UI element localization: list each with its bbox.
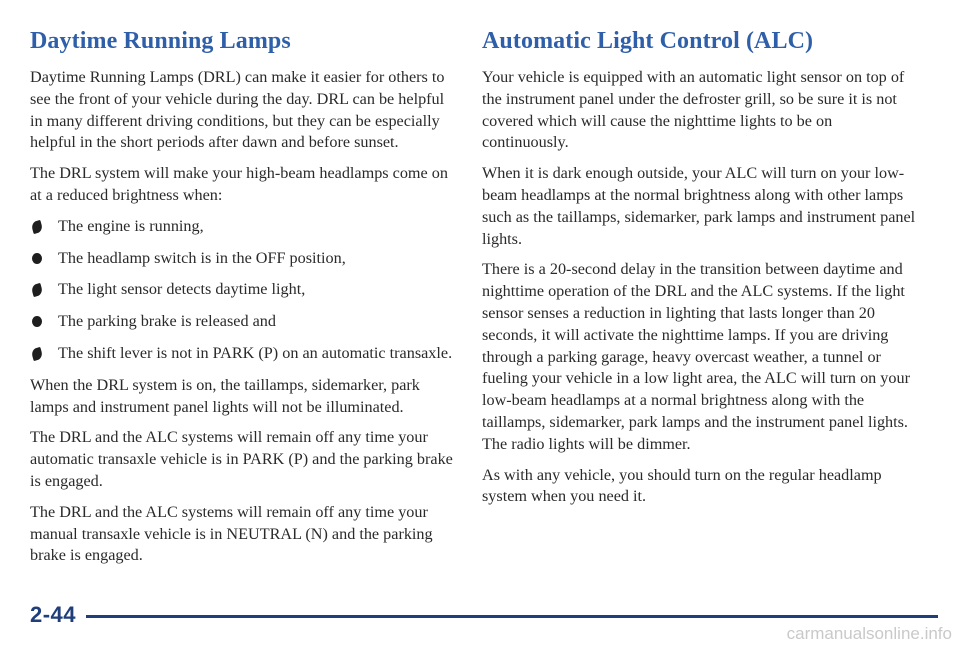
footer-rule xyxy=(86,615,938,618)
page-number: 2-44 xyxy=(30,602,77,627)
drl-manual-paragraph: The DRL and the ALC systems will remain off any time your manual transaxle vehicle is in NEUTRAL (N) and the parking brake is engaged. xyxy=(30,502,433,565)
drl-intro-paragraph: Daytime Running Lamps (DRL) can make it easier for others to see the front of your vehicle during the day. DRL can be helpful in many different driving conditions, but they can be especially helpful in the short periods after dawn and before sunset. xyxy=(30,68,445,152)
bullet-icon xyxy=(30,347,44,361)
list-item: The headlamp switch is in the OFF position, xyxy=(30,248,458,270)
left-column xyxy=(30,28,458,576)
list-item: The shift lever is not in PARK (P) on an automatic transaxle. xyxy=(30,343,458,365)
list-item: The parking brake is released and xyxy=(30,311,458,333)
bullet-icon xyxy=(30,252,44,266)
drl-conditions-lead: The DRL system will make your high-beam headlamps come on at a reduced brightness when: xyxy=(30,164,448,204)
drl-conditions-list xyxy=(30,216,458,365)
drl-on-paragraph: When the DRL system is on, the taillamps, sidemarker, park lamps and instrument panel lights will not be illuminated. xyxy=(30,375,420,416)
bullet-icon xyxy=(30,315,44,329)
bullet-icon xyxy=(30,220,44,234)
bullet-icon xyxy=(30,283,44,297)
alc-sensor-paragraph: Your vehicle is equipped with an automatic light sensor on top of the instrument panel under the defroster grill, so be sure it is not covered which will cause the nighttime lights to be on continuously. xyxy=(482,68,905,152)
alc-regular-headlamp-paragraph: As with any vehicle, you should turn on the regular headlamp system when you need it. xyxy=(482,465,882,506)
alc-heading: Automatic Light Control (ALC) xyxy=(482,28,814,54)
alc-dark-paragraph: When it is dark enough outside, your ALC will turn on your low-beam headlamps at the normal brightness along with other lamps such as the taillamps, sidemarker, park lamps and instrument panel lights. xyxy=(482,164,916,248)
drl-heading: Daytime Running Lamps xyxy=(30,28,291,54)
page-footer xyxy=(30,602,910,632)
drl-automatic-paragraph: The DRL and the ALC systems will remain off any time your automatic transaxle vehicle is in PARK (P) and the parking brake is engaged. xyxy=(30,428,453,490)
alc-delay-paragraph: There is a 20-second delay in the transition between daytime and nighttime operation of the DRL and the ALC systems. If the light sensor senses a reduction in lighting that lasts longer than 20 seconds, it will activate the nighttime lamps. If you are driving through a parking garage, heavy overcast weather, a tunnel or fueling your vehicle in a low light area, the ALC will turn on your low-beam headlamps at a normal brightness along with the taillamps, sidemarker, park lamps and the instrument panel lights. The radio lights will be dimmer. xyxy=(482,260,910,453)
list-item: The light sensor detects daytime light, xyxy=(30,279,458,301)
list-item: The engine is running, xyxy=(30,216,458,238)
watermark: carmanualsonline.info xyxy=(786,624,952,643)
right-column xyxy=(482,28,922,517)
